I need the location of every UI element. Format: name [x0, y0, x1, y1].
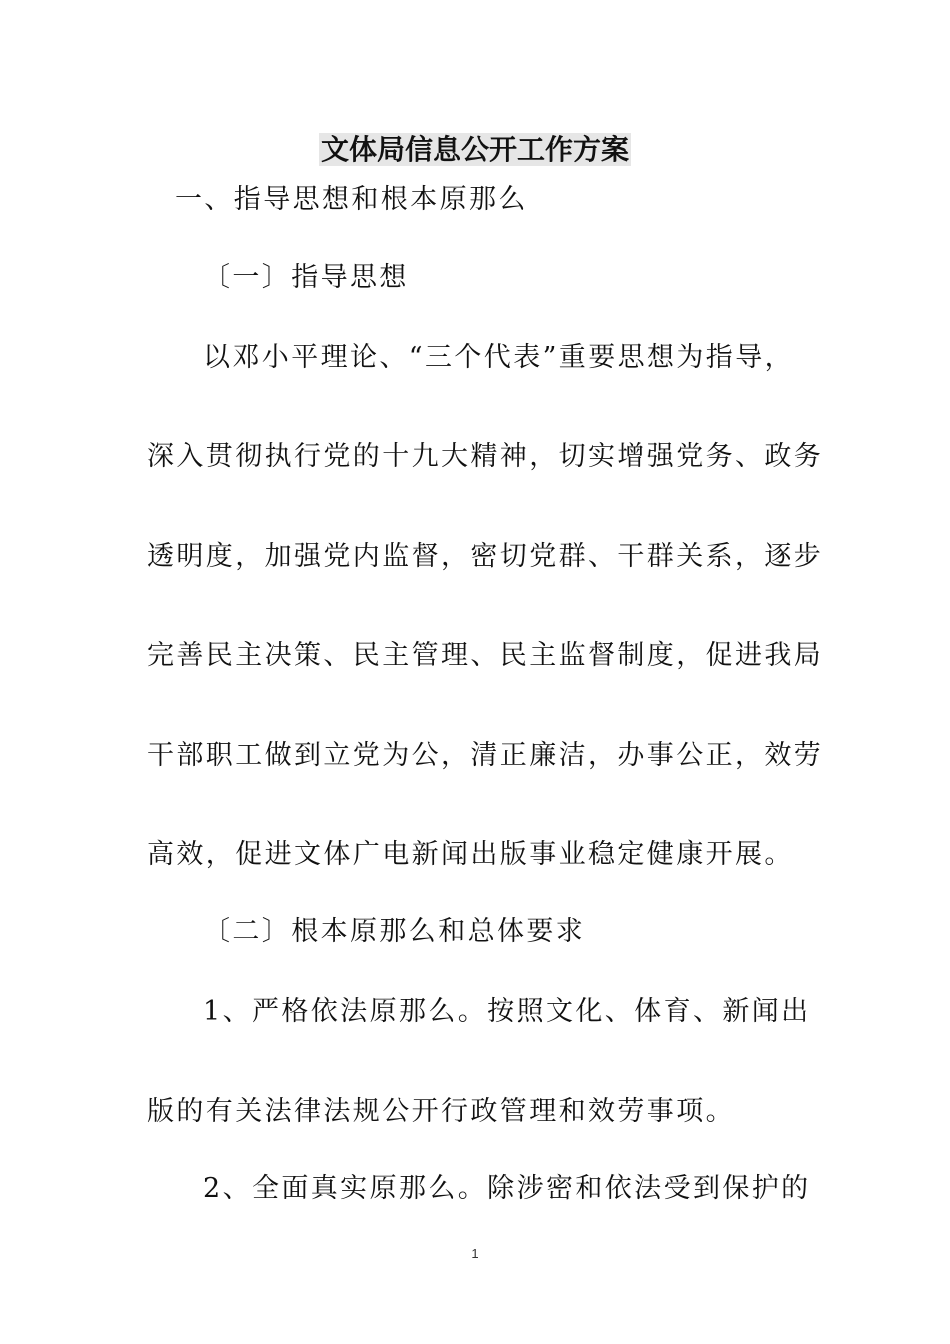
- document-title-text: 文体局信息公开工作方案: [320, 133, 629, 166]
- page-number: 1: [471, 1246, 479, 1261]
- paragraph-line: 高效，促进文体广电新闻出版事业稳定健康开展。: [147, 839, 794, 870]
- paragraph-line: 2、全面真实原那么。除涉密和依法受到保护的: [203, 1173, 811, 1204]
- paragraph-line: 以邓小平理论、“三个代表”重要思想为指导，: [203, 342, 795, 373]
- subsection-heading-2: 〔二〕根本原那么和总体要求: [203, 916, 586, 947]
- subsection-heading-1: 〔一〕指导思想: [203, 262, 409, 293]
- paragraph-line: 版的有关法律法规公开行政管理和效劳事项。: [147, 1096, 735, 1127]
- paragraph-line: 干部职工做到立党为公，清正廉洁，办事公正，效劳: [147, 740, 824, 771]
- paragraph-line: 1、严格依法原那么。按照文化、体育、新闻出: [203, 996, 811, 1027]
- section-heading-1: 一、指导思想和根本原那么: [175, 184, 528, 215]
- paragraph-line: 透明度，加强党内监督，密切党群、干群关系，逐步: [147, 541, 824, 572]
- paragraph-line: 完善民主决策、民主管理、民主监督制度，促进我局: [147, 640, 824, 671]
- document-title: [0, 130, 950, 170]
- paragraph-line: 深入贯彻执行党的十九大精神，切实增强党务、政务: [147, 441, 824, 472]
